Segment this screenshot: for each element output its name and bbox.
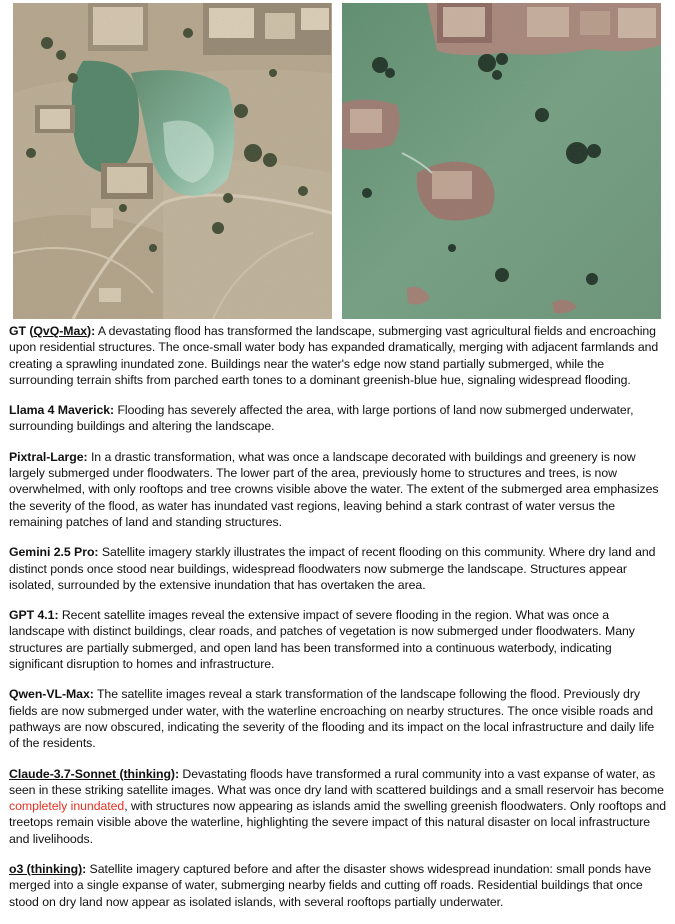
caption-claude-label: Claude-3.7-Sonnet (thinking): [9,766,180,781]
caption-o3-label: o3 (thinking): [9,862,87,877]
caption-gemini [9,544,667,593]
satellite-before-icon [13,3,332,319]
satellite-before-image [13,3,332,319]
caption-gpt-label: GPT 4.1: [9,608,59,623]
satellite-after-image [342,3,661,319]
caption-qwen-label: Qwen-VL-Max: [9,687,94,702]
image-pair [13,3,661,319]
caption-gt-text: A devastating flood has transformed the landscape, submerging vast agricultural fields and encroaching upon residential structures. The once-small water body has expanded dramatically, merging with adjacent farmlands and creating a sprawling inundated zone. Buildings near the water's edge now stand partially submerged, while the surrounding terrain shifts from parched earth tones to a dominant greenish-blue hue, signaling widespread flooding. [9,324,659,387]
caption-llama [9,402,667,435]
caption-gt-model: QvQ-Max [33,324,88,338]
caption-gemini-label: Gemini 2.5 Pro: [9,545,99,560]
caption-claude-text: Devastating floods have transformed a rural community into a vast expanse of water, as seen in these striking satellite images. What was once dry land with scattered buildings and a small reservoir has become [9,766,664,797]
caption-pixtral-label: Pixtral-Large: [9,449,88,464]
caption-o3 [9,861,667,910]
caption-gt-label: GT (QvQ-Max): [9,324,96,338]
caption-qwen-text: The satellite images reveal a stark transformation of the landscape following the flood. Previously dry fields are now submerged under water, with the waterline encroaching on nearby structures. The once visible roads and pathways are now obscured, indicating the severity of the flooding and its impact on the local infrastructure and daily life of the residents. [9,687,655,751]
caption-pixtral [9,449,667,530]
caption-gt [9,323,667,388]
satellite-after-icon [342,3,661,319]
caption-qwen [9,686,667,751]
caption-llama-label: Llama 4 Maverick: [9,403,115,418]
caption-o3-text: Satellite imagery captured before and after the disaster shows widespread inundation: small ponds have merged into a single expanse of water, submerging nearby fields and cutting off roads. Residential buildings that once stood on dry land now appear as isolated islands, with several rooftops partially underwater. [9,862,652,909]
caption-claude-highlight: completely inundated [9,799,125,814]
caption-list [9,323,667,924]
caption-gpt [9,607,667,672]
caption-llama-text: Flooding has severely affected the area, with large portions of land now submerged underwater, surrounding buildings and altering the landscape. [9,403,634,434]
caption-claude-text-end: , with structures now appearing as islands amid the swelling greenish floodwaters. Only rooftops and treetops remain visible above the waterline, highlighting the severe impact of this natural disaster on local infrastructure and livelihoods. [9,799,667,846]
caption-gpt-text: Recent satellite images reveal the extensive impact of severe flooding in the region. What was once a landscape with distinct buildings, clear roads, and patches of vegetation is now submerged under floodwaters. Many structures are partially submerged, and open land has been transformed into a continuous waterbody, indicating significant disruption to homes and infrastructure. [9,608,635,672]
caption-claude [9,766,667,847]
caption-gemini-text: Satellite imagery starkly illustrates the impact of recent flooding on this community. Where dry land and distinct ponds once stood near buildings, widespread floodwaters now submerge the landscape. Structures appear isolated, surrounded by the extensive inundation that has overtaken the area. [9,545,656,592]
caption-pixtral-text: In a drastic transformation, what was once a landscape decorated with buildings and greenery is now largely submerged under floodwaters. The lower part of the area, previously home to structures and trees, is now overwhelmed, with only rooftops and tree crowns visible above the water. The extent of the submerged area emphasizes the severity of the flood, as water has inundated vast regions, leaving behind a stark contrast of water versus the remaining patches of land and standing structures. [9,449,659,529]
